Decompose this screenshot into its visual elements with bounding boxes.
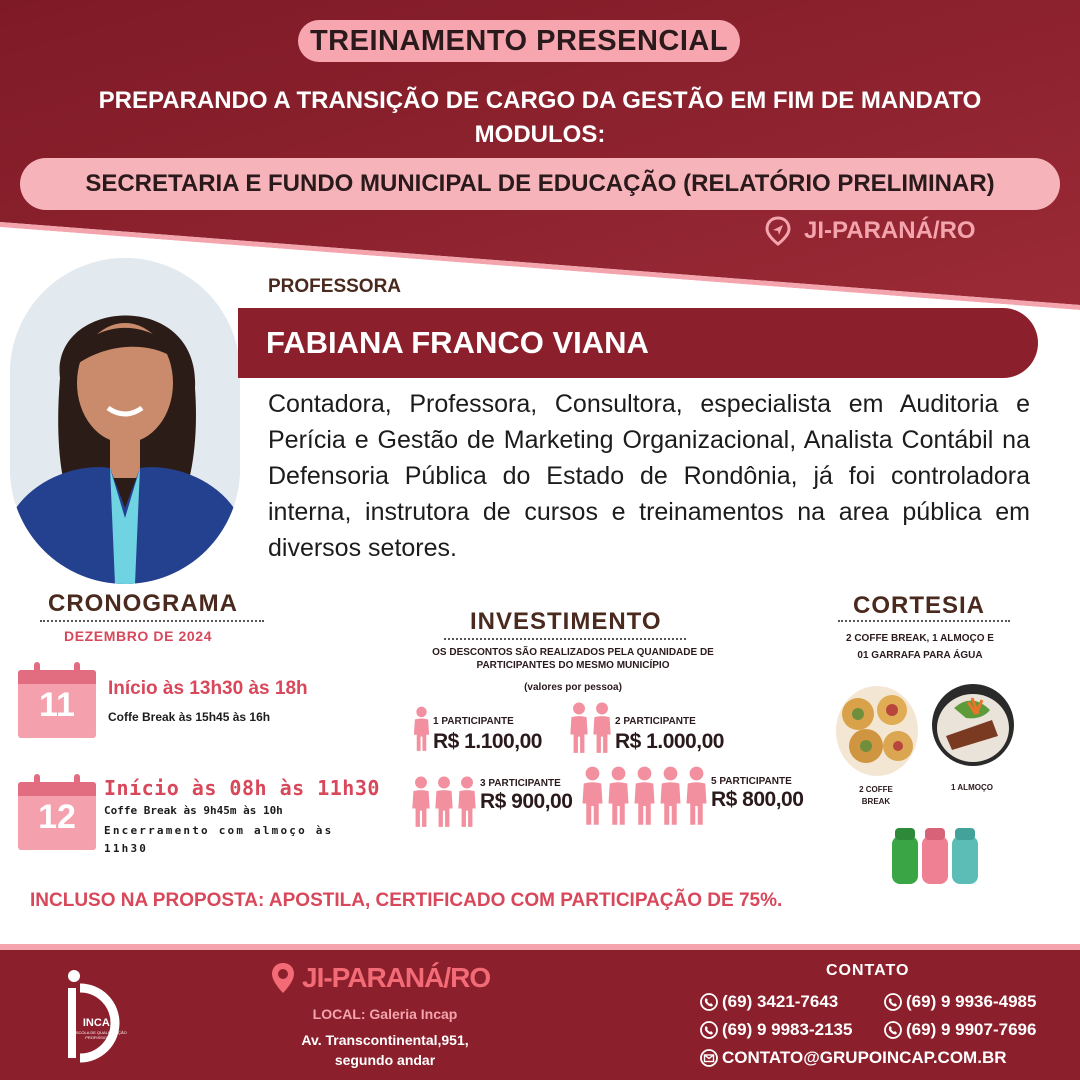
day-12-coffee-break: Coffe Break às 9h45m às 10h — [104, 804, 283, 817]
day-11-coffee-break: Coffe Break às 15h45 às 16h — [108, 710, 271, 724]
day-11-schedule: Início às 13h30 às 18h — [108, 678, 308, 699]
calendar-day-number: 11 — [39, 686, 75, 724]
footer-location-label: JI-PARANÁ/RO — [302, 962, 491, 993]
svg-text:ESCOLA DE QUALIFICAÇÃO: ESCOLA DE QUALIFICAÇÃO — [73, 1030, 127, 1035]
phone-4[interactable] — [884, 1020, 1036, 1040]
cortesia-desc-line1: 2 COFFE BREAK, 1 ALMOÇO E — [846, 633, 994, 644]
included-note: INCLUSO NA PROPOSTA: APOSTILA, CERTIFICADO COM PARTICIPAÇÃO DE 75%. — [30, 890, 783, 911]
phone-number: (69) 9 9983-2135 — [722, 1020, 853, 1039]
cronograma-title: CRONOGRAMA — [48, 590, 238, 617]
tier-price: R$ 1.100,00 — [433, 730, 542, 753]
phone-number: (69) 9 9936-4985 — [906, 992, 1037, 1011]
phone-icon — [700, 993, 718, 1011]
participants-icon — [412, 706, 431, 752]
location-pin-icon — [270, 962, 296, 994]
investimento-title: INVESTIMENTO — [470, 608, 662, 635]
tier-price: R$ 800,00 — [711, 788, 804, 811]
tier-label: 5 PARTICIPANTE — [711, 776, 792, 787]
event-title-line2: MODULOS: — [474, 121, 606, 148]
location-pin-icon — [764, 216, 792, 246]
calendar-day-12-icon — [18, 772, 96, 850]
contact-title: CONTATO — [826, 962, 910, 979]
discount-note: OS DESCONTOS SÃO REALIZADOS PELA QUANIDADE DE PARTICIPANTES DO MESMO MUNICÍPIO — [432, 647, 714, 671]
phone-icon — [884, 1021, 902, 1039]
phone-icon — [700, 1021, 718, 1039]
professor-label: PROFESSORA — [268, 276, 402, 297]
footer-location — [270, 962, 490, 994]
coffee-break-label-line1: 2 COFFE — [859, 785, 893, 794]
day-12-schedule: Início às 08h às 11h30 — [104, 776, 380, 800]
cronograma-divider — [40, 620, 264, 622]
event-title-line1: PREPARANDO A TRANSIÇÃO DE CARGO DA GESTÃO EM FIM DE MANDATO — [98, 87, 982, 114]
svg-text:INCAP: INCAP — [82, 1017, 118, 1029]
lunch-image — [932, 684, 1014, 766]
coffee-break-label — [846, 784, 906, 808]
tier-price: R$ 900,00 — [480, 790, 573, 813]
venue-address — [280, 1030, 490, 1070]
participants-icon — [410, 776, 478, 828]
cortesia-divider — [838, 620, 1010, 622]
header-location-label: JI-PARANÁ/RO — [804, 217, 976, 244]
training-badge: TREINAMENTO PRESENCIAL — [298, 20, 740, 62]
phone-3[interactable] — [700, 1020, 852, 1040]
phone-number: (69) 9 9907-7696 — [906, 1020, 1037, 1039]
professor-bio: Contadora, Professora, Consultora, especialista em Auditoria e Perícia e Gestão de Marketing Organizacional, Analista Contábil na Defensoria Pública do Estado de Rondônia, já foi controladora interna, instrutora de cursos e treinamentos na area pública em diversos setores. — [268, 390, 1030, 562]
participants-icon — [568, 702, 613, 754]
cortesia-description — [820, 630, 1020, 664]
address-line1: Av. Transcontinental,951, — [301, 1032, 469, 1048]
water-bottles-image — [886, 826, 986, 888]
coffee-break-image — [836, 686, 918, 776]
professor-name: FABIANA FRANCO VIANA — [238, 308, 1038, 378]
per-person-note: (valores por pessoa) — [524, 682, 622, 693]
phone-2[interactable] — [884, 992, 1036, 1012]
professor-photo — [10, 258, 240, 584]
phone-icon — [884, 993, 902, 1011]
incap-logo — [54, 966, 144, 1066]
cronograma-month: DEZEMBRO DE 2024 — [64, 628, 213, 644]
tier-label: 1 PARTICIPANTE — [433, 716, 514, 727]
participants-icon — [580, 766, 709, 826]
module-banner: SECRETARIA E FUNDO MUNICIPAL DE EDUCAÇÃO (RELATÓRIO PRELIMINAR) — [20, 158, 1060, 210]
address-line2: segundo andar — [334, 1052, 436, 1068]
cortesia-title: CORTESIA — [853, 592, 986, 619]
cortesia-desc-line2: 01 GARRAFA PARA ÁGUA — [857, 650, 983, 661]
email-link[interactable] — [700, 1048, 1007, 1068]
event-title — [0, 84, 1080, 152]
lunch-label: 1 ALMOÇO — [951, 783, 993, 792]
svg-text:PROFISSIONAL: PROFISSIONAL — [85, 1035, 115, 1040]
email-icon — [700, 1049, 718, 1067]
tier-price: R$ 1.000,00 — [615, 730, 724, 753]
phone-number: (69) 3421-7643 — [722, 992, 839, 1011]
calendar-day-number: 12 — [38, 798, 76, 836]
tier-label: 3 PARTICIPANTE — [480, 778, 561, 789]
investimento-divider — [444, 638, 686, 640]
tier-label: 2 PARTICIPANTE — [615, 716, 696, 727]
coffee-break-label-line2: BREAK — [861, 797, 891, 806]
calendar-day-11-icon — [18, 660, 96, 738]
venue-name: LOCAL: Galeria Incap — [312, 1006, 458, 1022]
day-12-closing: Encerramento com almoço às 11h30 — [104, 824, 334, 855]
phone-1[interactable] — [700, 992, 838, 1012]
email-address: CONTATO@GRUPOINCAP.COM.BR — [722, 1048, 1007, 1067]
header-location — [764, 214, 976, 248]
